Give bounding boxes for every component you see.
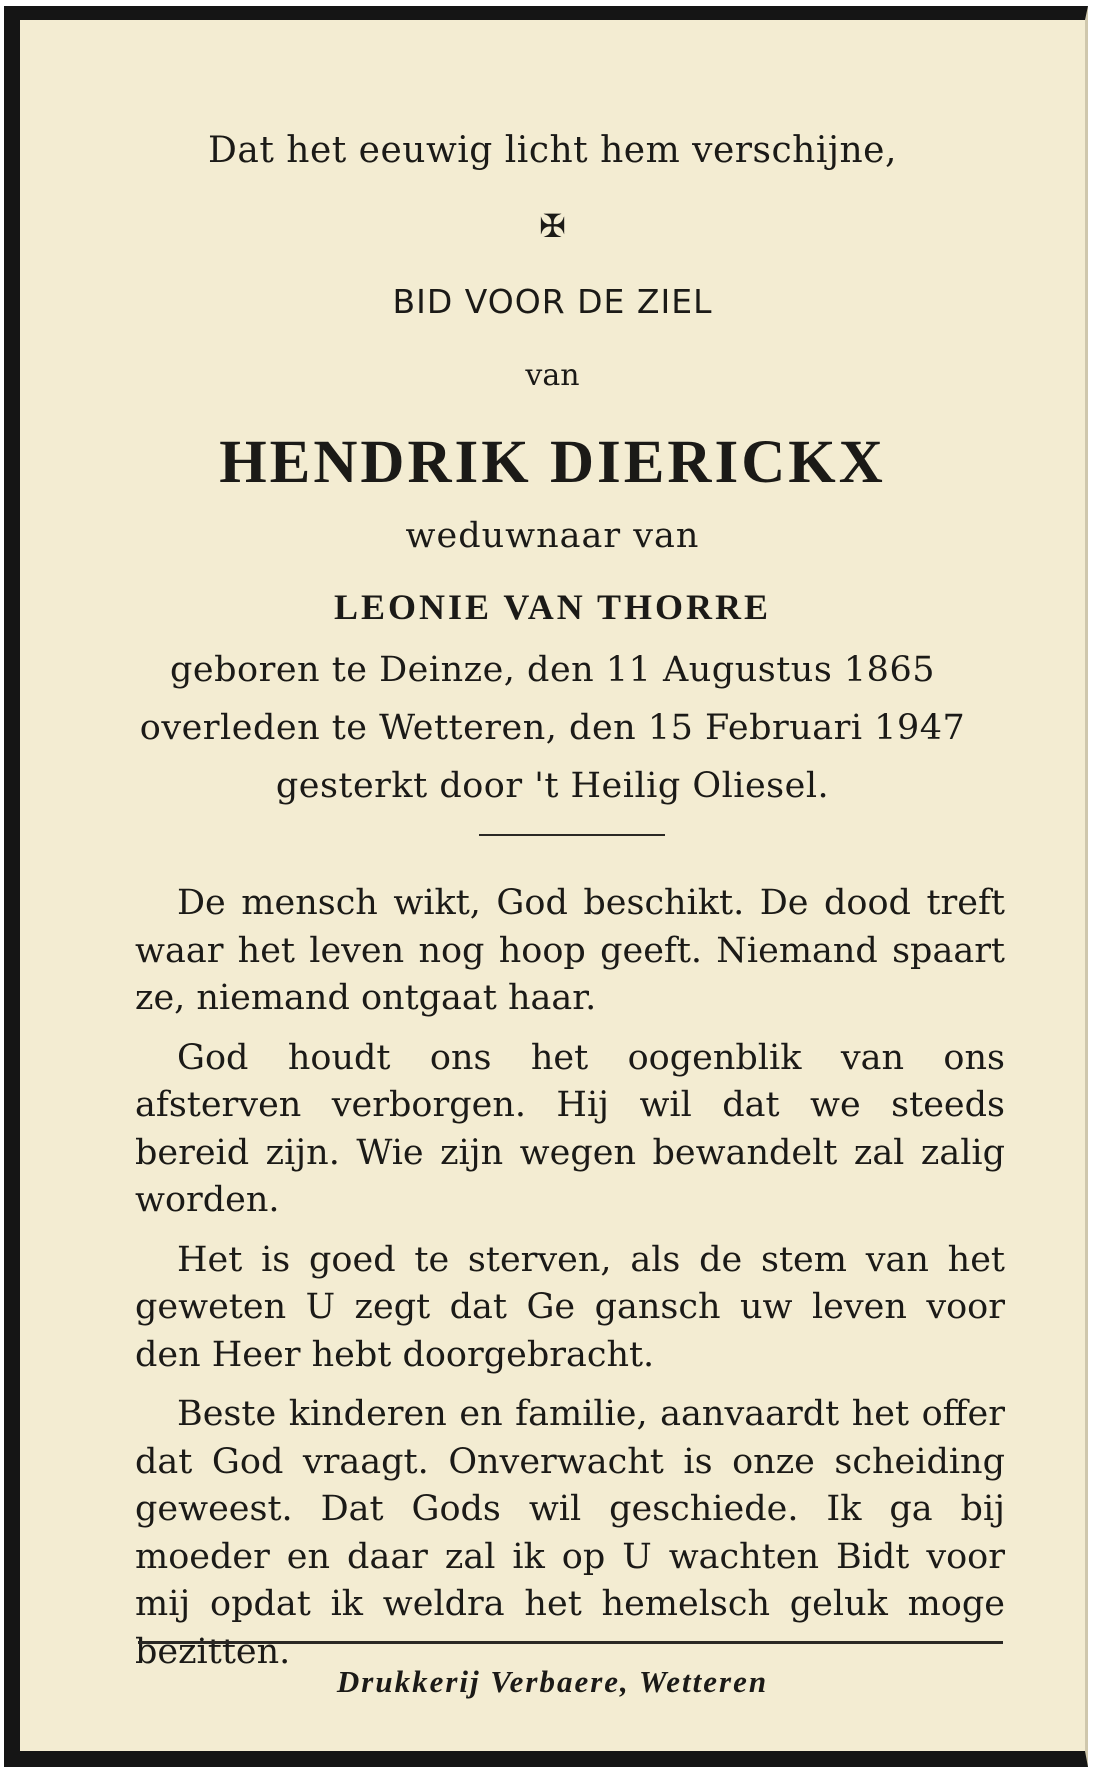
relation-line: weduwnaar van xyxy=(405,516,700,556)
spouse-name: LEONIE VAN THORRE xyxy=(333,587,772,627)
short-divider xyxy=(479,834,665,836)
birth-line: geboren te Deinze, den 11 Augustus 1865 xyxy=(170,650,935,690)
invocation-line: Dat het eeuwig licht hem verschijne, xyxy=(208,130,897,171)
paragraph: Beste kinderen en familie, aanvaardt het offer dat God vraagt. Onverwacht is onze scheiding geweest. Dat Gods wil geschiede. Ik ga bij moeder en daar zal ik op U wachten Bidt voor mij opdat ik weldra het hemelsch geluk moge bezitten. xyxy=(135,1394,1005,1672)
footer-divider xyxy=(138,1641,1003,1644)
card-content xyxy=(20,20,1085,1751)
paragraph: De mensch wikt, God beschikt. De dood treft waar het leven nog hoop geeft. Niemand spaart ze, niemand ontgaat haar. xyxy=(135,883,1005,1018)
prayer-heading: BID VOOR DE ZIEL xyxy=(392,282,713,321)
printer-credit: Drukkerij Verbaere, Wetteren xyxy=(336,1664,769,1699)
van-line: van xyxy=(525,358,580,393)
memorial-card xyxy=(4,6,1088,1767)
cross-icon: ✠ xyxy=(539,207,566,245)
body-text xyxy=(135,880,1005,1688)
death-line: overleden te Wetteren, den 15 Februari 1947 xyxy=(139,708,966,748)
deceased-name: HENDRIK DIERICKX xyxy=(219,429,886,496)
sacrament-line: gesterkt door 't Heilig Oliesel. xyxy=(275,766,830,806)
paragraph: Het is goed te sterven, als de stem van het geweten U zegt dat Ge gansch uw leven voor den Heer hebt doorgebracht. xyxy=(135,1239,1005,1375)
paragraph: God houdt ons het oogenblik van ons afsterven verborgen. Hij wil dat we steeds bereid zijn. Wie zijn wegen bewandelt zal zalig worden. xyxy=(135,1037,1005,1220)
